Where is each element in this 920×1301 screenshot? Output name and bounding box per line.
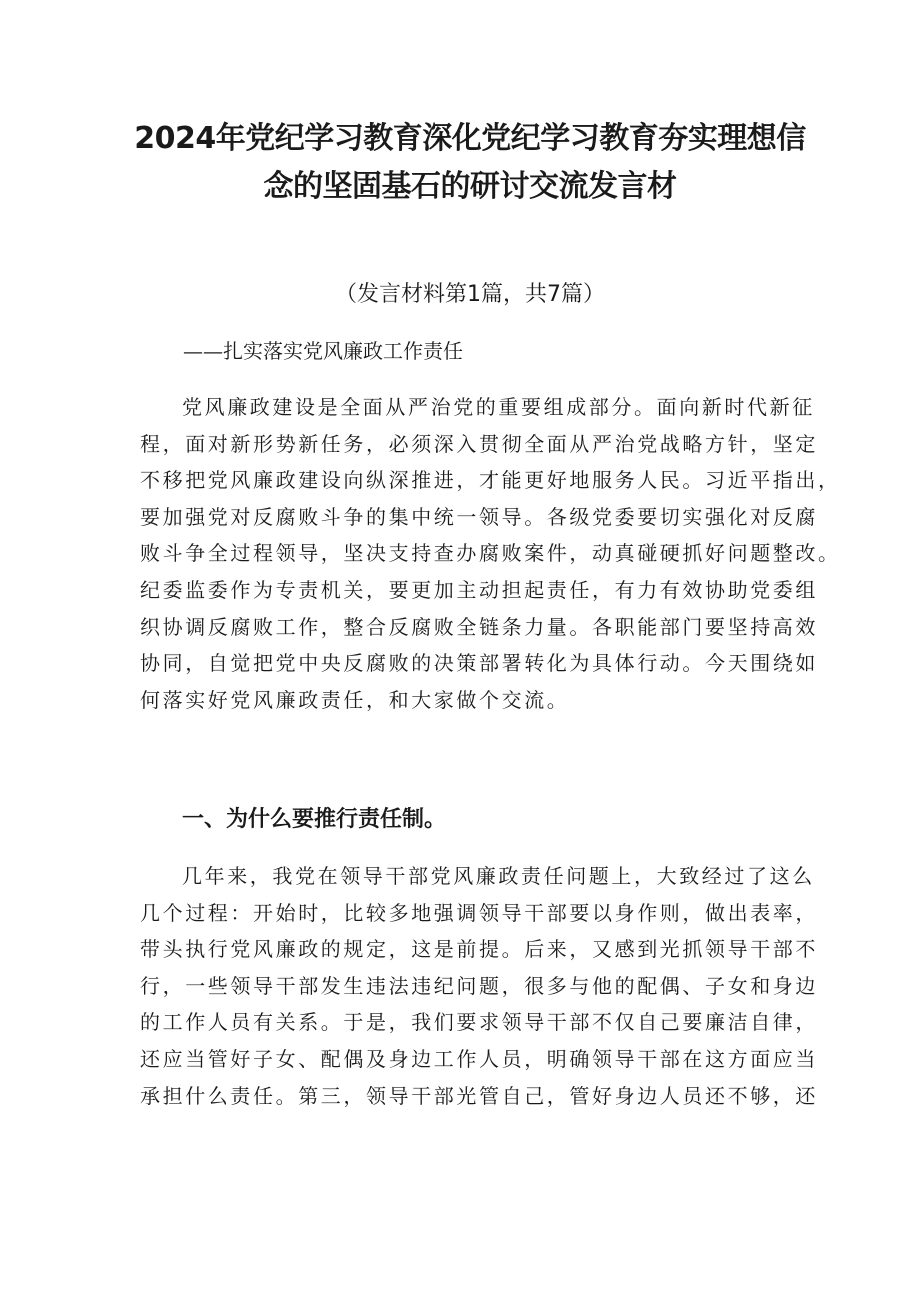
paragraph-line: 几年来，我党在领导干部党风廉政责任问题上，大致经过了这么 bbox=[182, 864, 815, 888]
paragraph-section-1 bbox=[140, 858, 818, 1114]
paragraph-line: 何落实好党风廉政责任，和大家做个交流。 bbox=[140, 687, 570, 712]
paragraph-line: 不移把党风廉政建设向纵深推进，才能更好地服务人民。习近平指出， bbox=[140, 468, 841, 493]
paragraph-line: 纪委监委作为专责机关，要更加主动担起责任，有力有效协助党委组 bbox=[140, 577, 818, 602]
series-label: （发言材料第1篇，共7篇） bbox=[335, 282, 605, 307]
paragraph-line: 织协调反腐败工作，整合反腐败全链条力量。各职能部门要坚持高效 bbox=[140, 614, 818, 639]
section-heading-1: 一、为什么要推行责任制。 bbox=[182, 807, 447, 832]
paragraph-line: 还应当管好子女、配偶及身边工作人员，明确领导干部在这方面应当 bbox=[140, 1046, 818, 1071]
paragraph-line: 承担什么责任。第三，领导干部光管自己，管好身边人员还不够，还 bbox=[140, 1083, 818, 1108]
document-title-line-1: 2024年党纪学习教育深化党纪学习教育夯实理想信 bbox=[134, 121, 806, 156]
paragraph-line: 要加强党对反腐败斗争的集中统一领导。各级党委要切实强化对反腐 bbox=[140, 504, 818, 529]
paragraph-intro bbox=[140, 389, 841, 718]
paragraph-line: 行，一些领导干部发生违法违纪问题，很多与他的配偶、子女和身边 bbox=[140, 973, 818, 998]
paragraph-line: 协同，自觉把党中央反腐败的决策部署转化为具体行动。今天围绕如 bbox=[140, 651, 818, 676]
document-title-line-2: 念的坚固基石的研讨交流发言材 bbox=[263, 169, 677, 204]
paragraph-line: 的工作人员有关系。于是，我们要求领导干部不仅自己要廉洁自律， bbox=[140, 1010, 818, 1035]
paragraph-line: 几个过程：开始时，比较多地强调领导干部要以身作则，做出表率， bbox=[140, 900, 818, 925]
paragraph-line: 败斗争全过程领导，坚决支持查办腐败案件，动真碰硬抓好问题整改。 bbox=[140, 541, 841, 566]
paragraph-line: 带头执行党风廉政的规定，这是前提。后来，又感到光抓领导干部不 bbox=[140, 937, 818, 962]
paragraph-line: 党风廉政建设是全面从严治党的重要组成部分。面向新时代新征 bbox=[182, 395, 815, 419]
subtitle: ——扎实落实党风廉政工作责任 bbox=[183, 339, 463, 363]
paragraph-line: 程，面对新形势新任务，必须深入贯彻全面从严治党战略方针，坚定 bbox=[140, 431, 818, 456]
